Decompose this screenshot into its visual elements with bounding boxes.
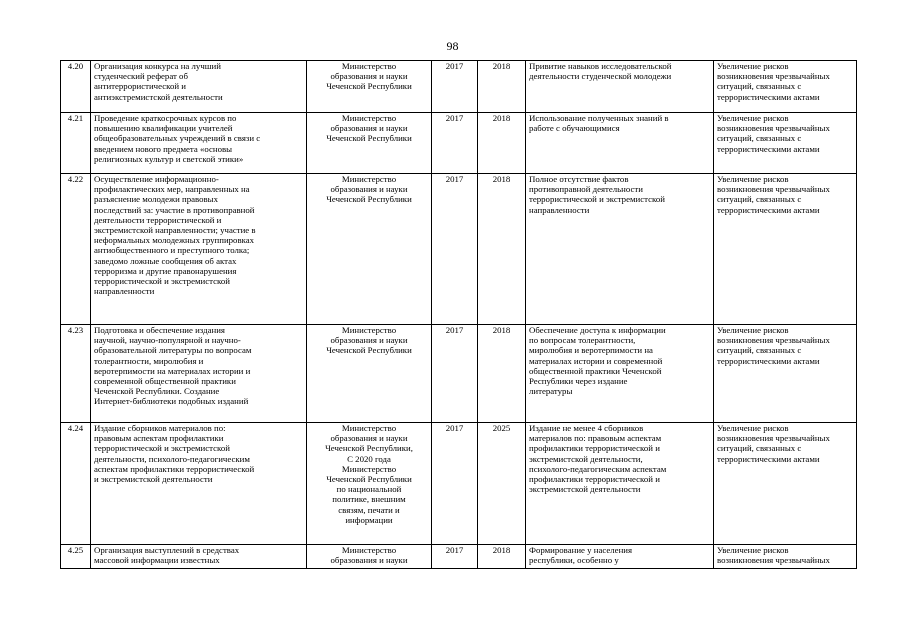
activity-cell: Организация конкурса на лучший студенческий реферат об антитеррористической и антиэкстремистской деятельности <box>91 61 307 113</box>
executor-cell: Министерство образования и науки Чеченской Республики <box>307 325 432 423</box>
year-end-cell: 2018 <box>478 545 526 569</box>
table-row <box>61 174 857 325</box>
executor-cell: Министерство образования и науки Чеченской Республики <box>307 61 432 113</box>
year-end-cell: 2018 <box>478 61 526 113</box>
result-cell: Полное отсутствие фактов противоправной деятельности террористической и экстремистской направленности <box>526 174 714 325</box>
risk-cell: Увеличение рисков возникновения чрезвычайных ситуаций, связанных с террористическими актами <box>714 113 857 174</box>
measures-table <box>60 60 857 569</box>
row-number: 4.25 <box>61 545 91 569</box>
row-number: 4.24 <box>61 423 91 545</box>
table-row <box>61 113 857 174</box>
table-row <box>61 423 857 545</box>
year-end-cell: 2018 <box>478 174 526 325</box>
executor-cell: Министерство образования и науки Чеченской Республики <box>307 174 432 325</box>
result-cell: Издание не менее 4 сборников материалов по: правовым аспектам профилактики террористической и экстремистской деятельности, психолого-педагогическим аспектам профилактики террористической и экстремистской деятельности <box>526 423 714 545</box>
activity-cell: Проведение краткосрочных курсов по повышению квалификации учителей общеобразовательных учреждений в связи с введением нового предмета «основы религиозных культур и светской этики» <box>91 113 307 174</box>
risk-cell: Увеличение рисков возникновения чрезвычайных ситуаций, связанных с террористическими актами <box>714 61 857 113</box>
risk-cell: Увеличение рисков возникновения чрезвычайных <box>714 545 857 569</box>
row-number: 4.21 <box>61 113 91 174</box>
row-number: 4.20 <box>61 61 91 113</box>
year-start-cell: 2017 <box>432 423 478 545</box>
executor-cell: Министерство образования и науки <box>307 545 432 569</box>
result-cell: Формирование у населения республики, особенно у <box>526 545 714 569</box>
year-start-cell: 2017 <box>432 113 478 174</box>
activity-cell: Издание сборников материалов по: правовым аспектам профилактики террористической и экстремистской деятельности, психолого-педагогическим аспектам профилактики террористической и экстремистской деятельности <box>91 423 307 545</box>
risk-cell: Увеличение рисков возникновения чрезвычайных ситуаций, связанных с террористическими актами <box>714 423 857 545</box>
activity-cell: Осуществление информационно- профилактических мер, направленных на разъяснение молодежи правовых последствий за: участие в противоправной деятельности террористической и экстремистской направленности; участие в неформальных молодежных группировках антиобщественного и преступного толка; заведомо ложные сообщения об актах терроризма и другие правонарушения террористической и экстремистской направленности <box>91 174 307 325</box>
table-row <box>61 545 857 569</box>
executor-cell: Министерство образования и науки Чеченской Республики, С 2020 года Министерство Чеченской Республики по национальной политике, внешним связям, печати и информации <box>307 423 432 545</box>
activity-cell: Организация выступлений в средствах массовой информации известных <box>91 545 307 569</box>
result-cell: Обеспечение доступа к информации по вопросам толерантности, миролюбия и веротерпимости на материалах истории и современной общественной практики Чеченской Республики через издание литературы <box>526 325 714 423</box>
table-row <box>61 61 857 113</box>
year-start-cell: 2017 <box>432 61 478 113</box>
year-start-cell: 2017 <box>432 545 478 569</box>
year-end-cell: 2018 <box>478 113 526 174</box>
year-start-cell: 2017 <box>432 174 478 325</box>
executor-cell: Министерство образования и науки Чеченской Республики <box>307 113 432 174</box>
table-row <box>61 325 857 423</box>
activity-cell: Подготовка и обеспечение издания научной, научно-популярной и научно- образовательной литературы по вопросам толерантности, миролюбия и веротерпимости на материалах истории и современной общественной практики Чеченской Республики. Создание Интернет-библиотеки подобных изданий <box>91 325 307 423</box>
row-number: 4.22 <box>61 174 91 325</box>
year-start-cell: 2017 <box>432 325 478 423</box>
year-end-cell: 2018 <box>478 325 526 423</box>
year-end-cell: 2025 <box>478 423 526 545</box>
risk-cell: Увеличение рисков возникновения чрезвычайных ситуаций, связанных с террористическими актами <box>714 325 857 423</box>
result-cell: Использование полученных знаний в работе с обучающимися <box>526 113 714 174</box>
risk-cell: Увеличение рисков возникновения чрезвычайных ситуаций, связанных с террористическими актами <box>714 174 857 325</box>
page-number: 98 <box>446 39 459 53</box>
result-cell: Привитие навыков исследовательской деятельности студенческой молодежи <box>526 61 714 113</box>
row-number: 4.23 <box>61 325 91 423</box>
